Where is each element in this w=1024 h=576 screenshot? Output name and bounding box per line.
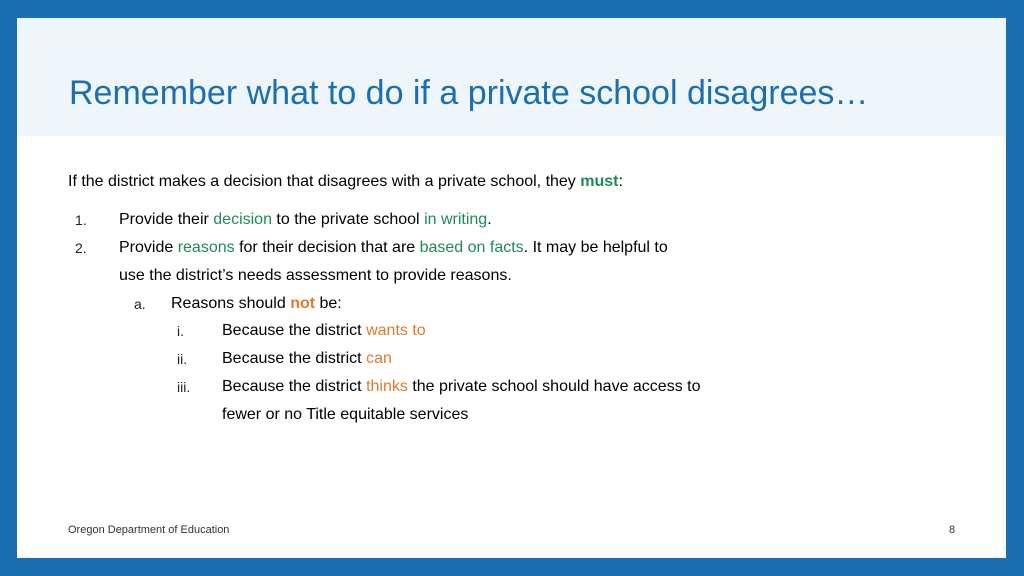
intro-prefix: If the district makes a decision that disagrees with a private school, they	[68, 173, 581, 190]
list-item-1-period: .	[487, 211, 492, 228]
list-item-2-text-2: for their decision that are	[234, 239, 420, 256]
list-item-1	[119, 208, 492, 232]
intro-suffix: :	[618, 173, 623, 190]
footer-organization: Oregon Department of Education	[68, 524, 230, 536]
intro-text	[68, 170, 623, 194]
list-item-1-highlight-writing: in writing	[424, 211, 488, 228]
list-marker-i: i.	[177, 323, 184, 339]
list-item-ii-text: Because the district	[222, 350, 367, 367]
list-item-2-highlight-facts: based on facts	[419, 239, 524, 256]
list-item-2-text-3: . It may be helpful to	[523, 239, 668, 256]
list-item-a	[171, 292, 342, 316]
list-item-2-text: Provide	[119, 239, 178, 256]
list-item-a-text-2: be:	[315, 295, 342, 312]
list-item-i-text: Because the district	[222, 322, 367, 339]
list-item-iii-continuation: fewer or no Title equitable services	[222, 406, 469, 423]
list-item-iii-text-2: the private school should have access to	[407, 378, 701, 395]
list-item-a-text: Reasons should	[171, 295, 291, 312]
slide	[17, 18, 1006, 558]
list-item-1-highlight-decision: decision	[213, 211, 272, 228]
list-marker-a: a.	[134, 296, 146, 312]
list-item-1-text: Provide their	[119, 211, 214, 228]
intro-emphasis: must	[580, 173, 619, 190]
list-item-2-highlight-reasons: reasons	[177, 239, 235, 256]
list-item-1-text-2: to the private school	[271, 211, 425, 228]
list-marker-2: 2.	[75, 240, 87, 256]
list-marker-iii: iii.	[177, 379, 191, 395]
list-marker-1: 1.	[75, 212, 87, 228]
list-item-2	[119, 236, 668, 260]
list-item-i	[222, 319, 426, 343]
list-item-ii-highlight: can	[366, 350, 392, 367]
title-band	[17, 18, 1006, 136]
list-item-ii	[222, 347, 392, 371]
list-item-iii-text: Because the district	[222, 378, 367, 395]
list-item-iii-highlight: thinks	[366, 378, 408, 395]
list-item-i-highlight: wants to	[366, 322, 426, 339]
page-number: 8	[949, 524, 956, 536]
list-marker-ii: ii.	[177, 351, 188, 367]
list-item-a-highlight-not: not	[290, 295, 316, 312]
slide-title: Remember what to do if a private school disagrees…	[69, 74, 869, 112]
list-item-2-continuation: use the district’s needs assessment to provide reasons.	[119, 267, 512, 284]
list-item-iii	[222, 375, 701, 399]
